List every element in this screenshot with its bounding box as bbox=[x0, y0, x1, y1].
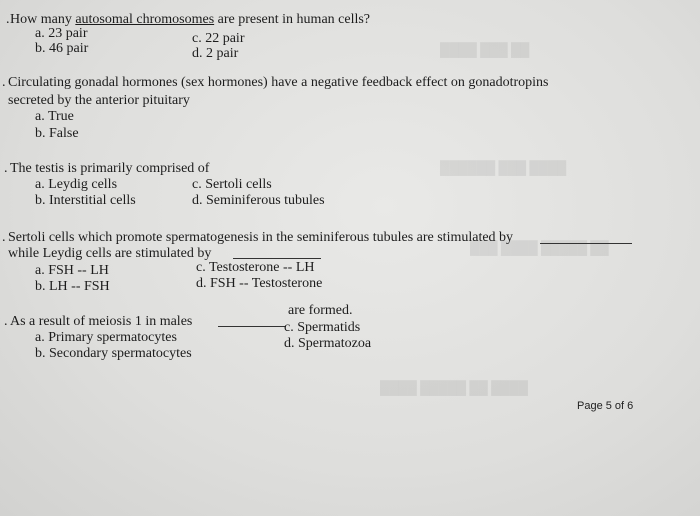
question-3-option-d: d. Seminiferous tubules bbox=[192, 193, 325, 208]
question-5-number: . bbox=[4, 314, 8, 329]
question-1-stem: How many autosomal chromosomes are present in human cells? bbox=[10, 12, 371, 27]
question-4-option-d: d. FSH -- Testosterone bbox=[196, 276, 323, 291]
question-5-option-d: d. Spermatozoa bbox=[284, 336, 372, 351]
question-3-stem: The testis is primarily comprised of bbox=[10, 161, 210, 176]
question-1-option-a: a. 23 pair bbox=[35, 26, 88, 41]
bleed-through: ███ ████ █████ ██ bbox=[470, 240, 609, 255]
question-3-option-c: c. Sertoli cells bbox=[192, 177, 272, 192]
question-2-number: . bbox=[2, 75, 6, 90]
bleed-through: ████ ███ ██ bbox=[440, 42, 530, 57]
question-5-option-a: a. Primary spermatocytes bbox=[35, 330, 177, 345]
answer-blank bbox=[218, 326, 286, 327]
question-1-option-d: d. 2 pair bbox=[192, 46, 239, 61]
question-4-stem-line2: while Leydig cells are stimulated by bbox=[8, 246, 212, 261]
question-2-option-b: b. False bbox=[35, 126, 79, 141]
question-5-option-c: c. Spermatids bbox=[284, 320, 361, 335]
bleed-through: ████ █████ ██ ████ bbox=[380, 380, 528, 395]
question-4-option-b: b. LH -- FSH bbox=[35, 279, 110, 294]
question-4-number: . bbox=[2, 230, 6, 245]
question-5-option-b: b. Secondary spermatocytes bbox=[35, 346, 192, 361]
question-5-stem: As a result of meiosis 1 in males bbox=[10, 314, 193, 329]
question-1-number: . bbox=[6, 12, 10, 27]
question-1-option-c: c. 22 pair bbox=[192, 31, 245, 46]
question-2-option-a: a. True bbox=[35, 109, 74, 124]
question-2-stem-line1: Circulating gonadal hormones (sex hormones) have a negative feedback effect on gonadotropins bbox=[8, 75, 549, 90]
answer-blank bbox=[233, 258, 321, 259]
question-1-option-b: b. 46 pair bbox=[35, 41, 89, 56]
question-3-option-b: b. Interstitial cells bbox=[35, 193, 136, 208]
question-3-option-a: a. Leydig cells bbox=[35, 177, 118, 192]
question-3-number: . bbox=[4, 161, 8, 176]
question-2-stem-line2: secreted by the anterior pituitary bbox=[8, 93, 190, 108]
bleed-through: ██████ ███ ████ bbox=[440, 160, 567, 175]
question-4-stem-line1: Sertoli cells which promote spermatogenesis in the seminiferous tubules are stimulated by bbox=[8, 230, 514, 245]
page-number-label: Page 5 of 6 bbox=[577, 400, 634, 412]
question-4-option-c: c. Testosterone -- LH bbox=[196, 260, 315, 275]
question-4-option-a: a. FSH -- LH bbox=[35, 263, 109, 278]
answer-blank bbox=[540, 243, 632, 244]
question-5-stem-end: are formed. bbox=[288, 303, 353, 318]
